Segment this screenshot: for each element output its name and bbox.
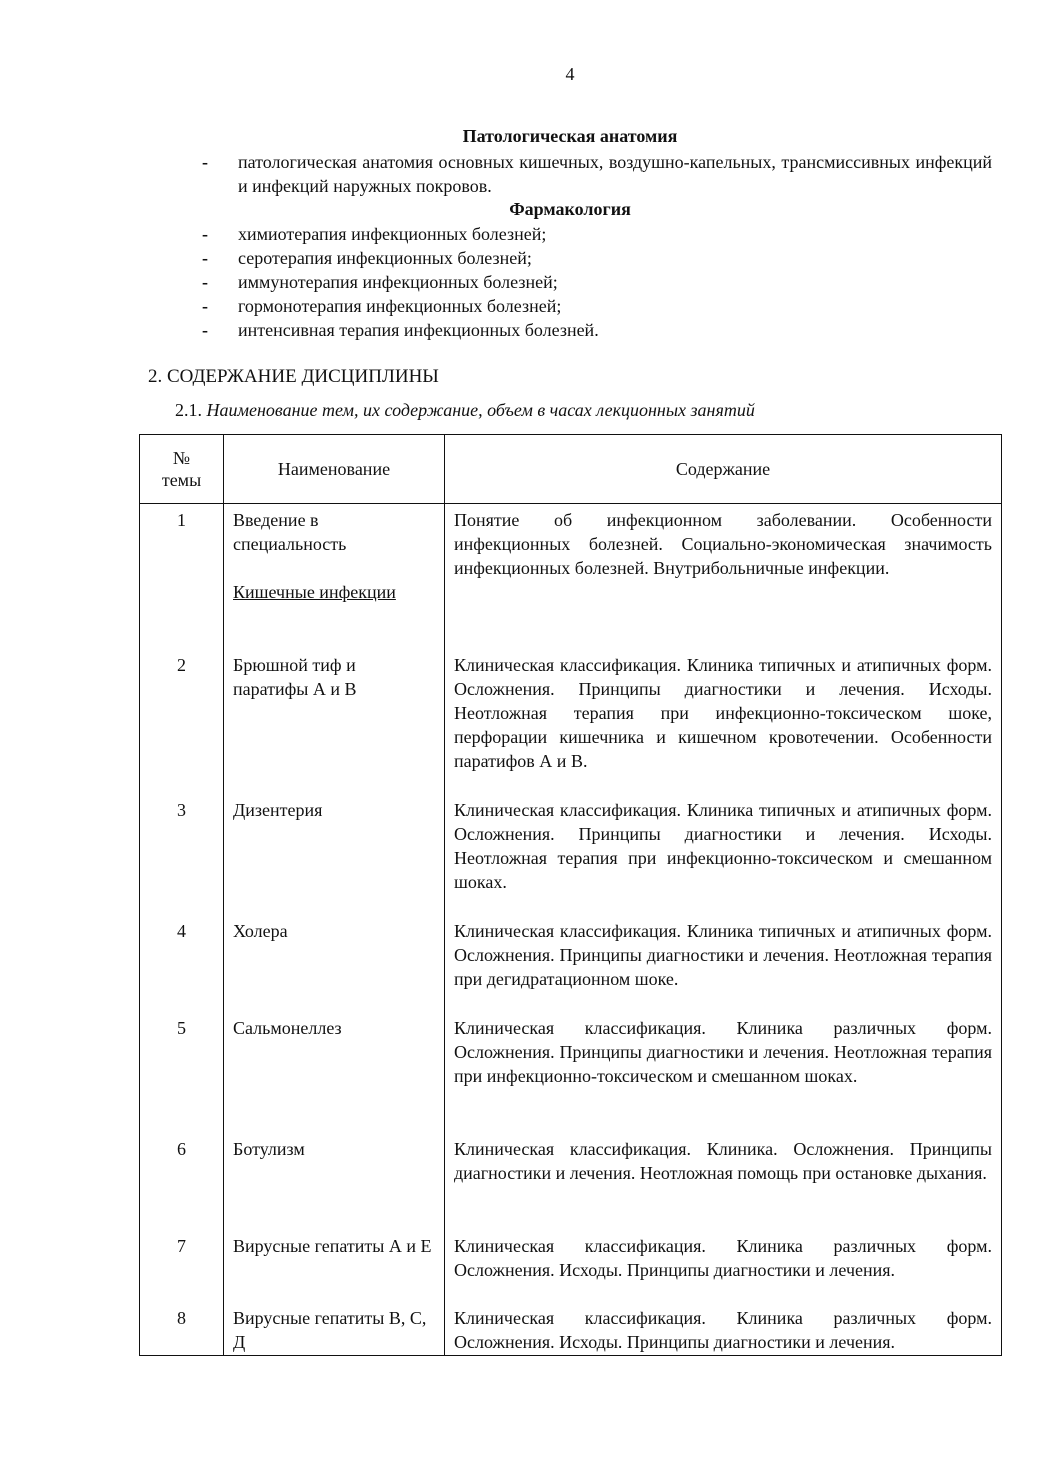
topic-name-cell [224, 504, 445, 649]
category-label: Кишечные инфекции [233, 582, 396, 602]
page-number: 4 [565, 64, 575, 84]
table-row [140, 504, 1002, 649]
subsection-number: 2.1. [175, 400, 202, 420]
topic-number: 1 [140, 504, 224, 649]
topic-content: Клиническая классификация. Клиника типичных и атипичных форм. Осложнения. Принципы диагностики и лечения. Исходы. Неотложная терапия при инфекционно-токсическом шоке, перфорации кишечника и кишечном кровотечении. Особенности паратифов А и В. [445, 649, 1002, 794]
table-row [140, 915, 1002, 1012]
list-item: - интенсивная терапия инфекционных болезней. [202, 320, 599, 340]
subsection-text: Наименование тем, их содержание, объем в часах лекционных занятий [206, 400, 755, 420]
bullet-dash: - [202, 320, 208, 340]
header-content: Содержание [445, 435, 1002, 504]
topic-content: Клиническая классификация. Клиника типичных и атипичных форм. Осложнения. Принципы диагностики и лечения. Неотложная терапия при дегидратационном шоке. [445, 915, 1002, 1012]
topics-table [139, 434, 1002, 1356]
table-header-row [140, 435, 1002, 504]
header-name: Наименование [224, 435, 445, 504]
list-item: - патологическая анатомия основных кишечных, воздушно-капельных, трансмиссивных инфекций и инфекций наружных покровов. [202, 152, 992, 196]
topic-content: Клиническая классификация. Клиника различных форм. Осложнения. Исходы. Принципы диагностики и лечения. [445, 1302, 1002, 1356]
topic-number: 8 [140, 1302, 224, 1356]
subsection-title [175, 400, 755, 421]
section-heading-pathology: Патологическая анатомия [462, 126, 678, 146]
topic-name: Брюшной тиф и паратифы А и В [224, 649, 445, 794]
header-number: № темы [140, 435, 224, 504]
topic-name: Вирусные гепатиты А и Е [224, 1230, 445, 1302]
pathology-list [200, 150, 992, 198]
table-row [140, 1012, 1002, 1133]
topic-content: Клиническая классификация. Клиника различных форм. Осложнения. Исходы. Принципы диагностики и лечения. [445, 1230, 1002, 1302]
section-heading-pharmacology: Фармакология [509, 199, 631, 219]
topic-content: Понятие об инфекционном заболевании. Особенности инфекционных болезней. Социально-экономическая значимость инфекционных болезней. Внутрибольничные инфекции. [445, 504, 1002, 649]
topic-name: Сальмонеллез [224, 1012, 445, 1133]
topic-name: Вирусные гепатиты В, С, Д [224, 1302, 445, 1356]
topic-name: Введение в специальность [233, 510, 347, 554]
chapter-title: 2. СОДЕРЖАНИЕ ДИСЦИПЛИНЫ [148, 366, 439, 387]
topic-content: Клиническая классификация. Клиника различных форм. Осложнения. Принципы диагностики и лечения. Неотложная терапия при инфекционно-токсическом и смешанном шоках. [445, 1012, 1002, 1133]
bullet-dash: - [202, 248, 208, 268]
topic-content: Клиническая классификация. Клиника. Осложнения. Принципы диагностики и лечения. Неотложная помощь при остановке дыхания. [445, 1133, 1002, 1230]
bullet-dash: - [202, 224, 208, 244]
list-item: - химиотерапия инфекционных болезней; [202, 224, 547, 244]
table-row [140, 1133, 1002, 1230]
topic-number: 5 [140, 1012, 224, 1133]
topic-number: 3 [140, 794, 224, 915]
table-row [140, 1230, 1002, 1302]
topic-number: 7 [140, 1230, 224, 1302]
table-row [140, 794, 1002, 915]
bullet-dash: - [202, 272, 208, 292]
table-row [140, 1302, 1002, 1356]
pharmacology-list [200, 222, 992, 342]
topic-name: Ботулизм [224, 1133, 445, 1230]
bullet-dash: - [202, 296, 208, 316]
topic-name: Холера [224, 915, 445, 1012]
bullet-dash: - [202, 152, 208, 172]
topic-content: Клиническая классификация. Клиника типичных и атипичных форм. Осложнения. Принципы диагностики и лечения. Исходы. Неотложная терапия при инфекционно-токсическом и смешанном шоках. [445, 794, 1002, 915]
topic-number: 4 [140, 915, 224, 1012]
list-item: - иммунотерапия инфекционных болезней; [202, 272, 558, 292]
topic-number: 2 [140, 649, 224, 794]
topic-number: 6 [140, 1133, 224, 1230]
list-item: - гормонотерапия инфекционных болезней; [202, 296, 562, 316]
list-item: - серотерапия инфекционных болезней; [202, 248, 532, 268]
table-row [140, 649, 1002, 794]
topic-name: Дизентерия [224, 794, 445, 915]
